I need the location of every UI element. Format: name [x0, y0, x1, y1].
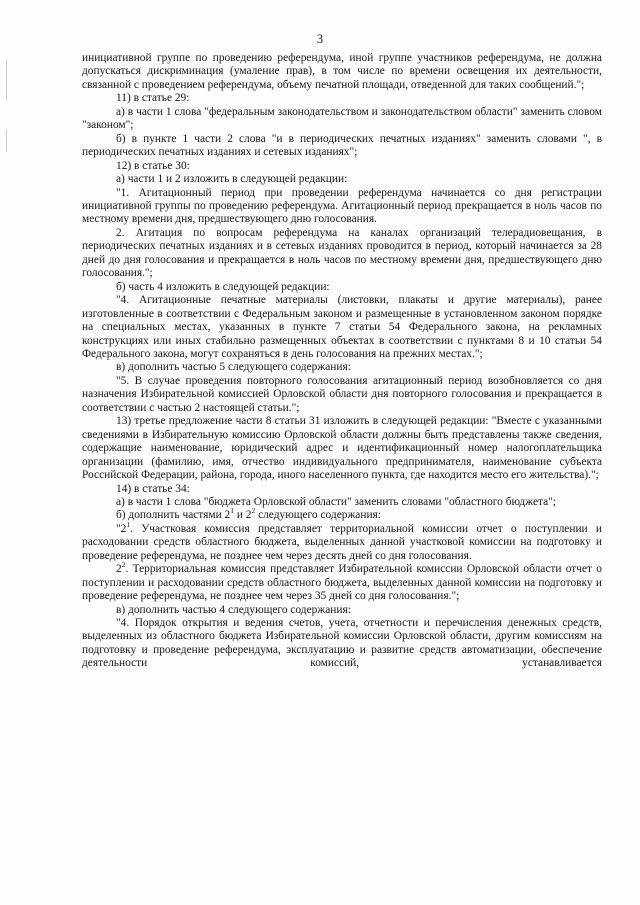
paragraph: б) часть 4 изложить в следующей редакции: — [116, 280, 330, 293]
text-run: и 2 — [233, 509, 252, 522]
superscript: 2 — [121, 560, 126, 570]
superscript: 2 — [251, 506, 256, 516]
superscript: 1 — [126, 519, 131, 529]
text-run: . Территориальная комиссия представляет Избирательной комиссии Орловской области отчет о поступлении и расходовании средств областного бюджета, выделенных данной комиссии на подготовку и проведение референдума, не позднее чем через 35 дней со дня голосования."; — [82, 563, 602, 603]
paragraph: "4. Порядок открытия и ведения счетов, учета, отчетности и перечисления денежных средств, выделенных из областного бюджета Избирательной комиссии Орловской области, другим комиссиям на подготовку и проведение референдума, эксплуатацию и развитие средств автоматизации, обеспечение деятельности комиссий, устанавливается — [82, 617, 602, 670]
text-run: . Участковая комиссия представляет территориальной комиссии отчет о поступлении и расходовании средств областного бюджета, выделенных данной участковой комиссии на подготовку и проведение референдума, не позднее чем через десять дней со дня голосования. — [82, 522, 602, 562]
document-body — [82, 52, 602, 671]
paragraph: 13) третье предложение части 8 статьи 31 изложить в следующей редакции: "Вместе с указанными сведениями в Избирательную комиссию Орловской области должны быть представлены также сведения, содержащие наименование, юридический адрес и идентификационный номер налогоплательщика организации (фамилию, имя, отчество индивидуального предпринимателя, наименование субъекта Российской Федерации, района, города, иного населенного пункта, где находится место его жительства)."; — [82, 415, 602, 482]
paragraph: "5. В случае проведения повторного голосования агитационный период возобновляется со дня назначения Избирательной комиссией Орловской области дня повторного голосования и прекращается в соответствии с частью 2 настоящей статьи."; — [82, 374, 602, 414]
text-run: следующего содержания: — [255, 509, 381, 522]
paragraph: 11) в статье 29: — [116, 92, 190, 105]
text-run: "2 — [116, 522, 127, 535]
paragraph — [82, 519, 602, 563]
text-run: 2 — [116, 563, 122, 576]
paragraph: "1. Агитационный период при проведении референдума начинается со дня регистрации инициативной группы по проведению референдума. Агитационный период прекращается в ноль часов по местному времени дня, предшествующего дню голосования. — [82, 186, 602, 226]
superscript: 1 — [230, 506, 234, 516]
paragraph: 12) в статье 30: — [116, 159, 190, 172]
paragraph: а) в части 1 слова "федеральным законодательством и законодательством области" заменить словом "законом"; — [82, 105, 602, 132]
paragraph — [82, 560, 602, 603]
paragraph: 14) в статье 34: — [116, 482, 190, 495]
paragraph: в) дополнить частью 5 следующего содержания: — [116, 361, 351, 374]
paragraph: а) части 1 и 2 изложить в следующей редакции: — [116, 173, 348, 186]
paragraph: инициативной группе по проведению референдума, иной группе участников референдума, не должна допускаться дискриминация (умаление прав), в том числе по времени освещения их деятельности, связанной с проведением референдума, объему печатной площади, отведенной для таких сообщений."; — [82, 52, 602, 91]
paragraph — [82, 506, 602, 522]
paragraph: б) в пункте 1 части 2 слова "и в периодических печатных изданиях" заменить словами ", в периодических печатных изданиях и сетевых изданиях"; — [82, 132, 602, 159]
paragraph: а) в части 1 слова "бюджета Орловской области" заменить словами "областного бюджета"; — [116, 495, 556, 508]
scan-margin-mark — [6, 60, 7, 100]
paragraph: 2. Агитация по вопросам референдума на каналах организаций телерадиовещания, в периодических печатных изданиях и в сетевых изданиях проводится в период, который начинается за 28 дней до дня голосования и прекращается в ноль часов по местному времени дня, предшествующего дню голосования."; — [82, 226, 602, 280]
paragraph: в) дополнить частью 4 следующего содержания: — [116, 603, 351, 616]
scan-margin-mark — [6, 130, 7, 152]
page-number: 3 — [316, 32, 324, 46]
text-run: б) дополнить частями 2 — [116, 509, 231, 522]
paragraph: "4. Агитационные печатные материалы (листовки, плакаты и другие материалы), ранее изготовленные в соответствии с Федеральным законом и размещенные в установленном законом порядке на специальных местах, указанных в пункте 7 статьи 54 Федерального закона, на рекламных конструкциях или иных стабильно размещенных объектах в соответствии с пунктами 8 и 10 статьи 54 Федерального закона, могут сохраняться в день голосования на прежних местах."; — [82, 294, 602, 360]
